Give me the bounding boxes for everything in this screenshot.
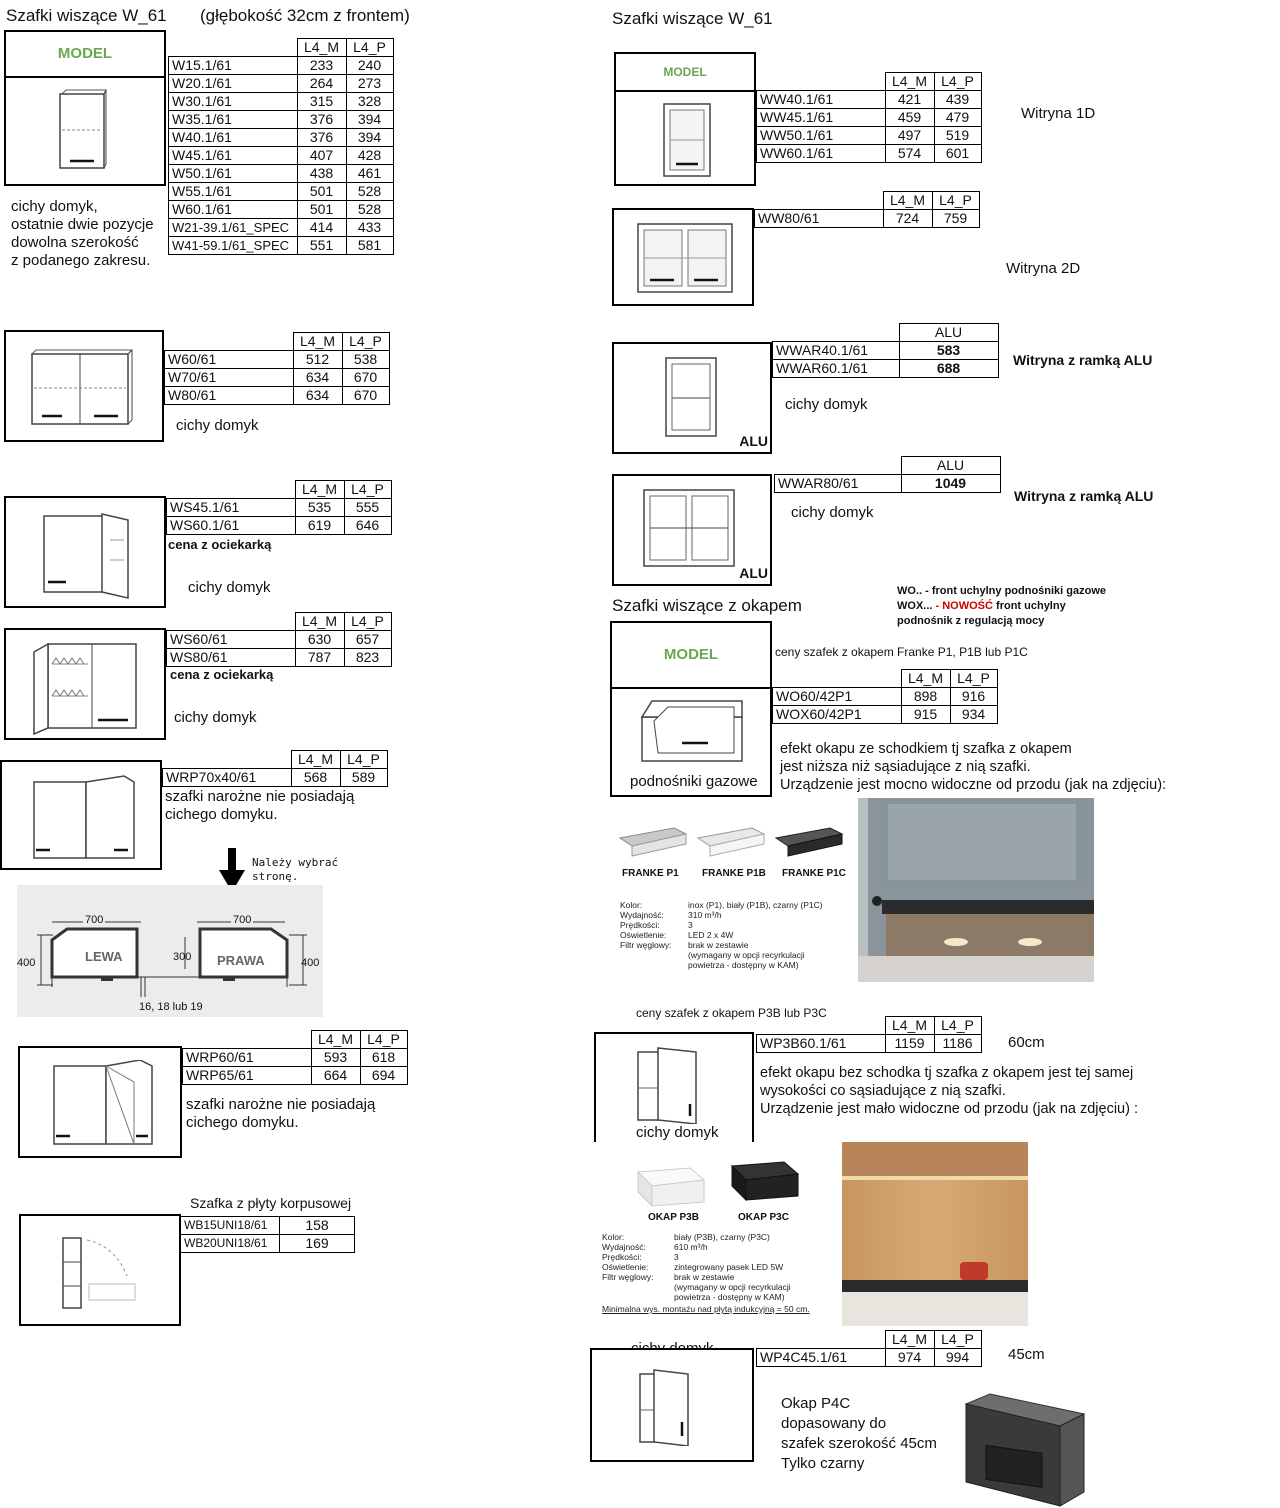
model-box-w61 xyxy=(4,30,166,186)
corner-note: szafki narożne nie posiadają cichego domyku. xyxy=(186,1096,376,1131)
table-row: WS80/61 787 823 xyxy=(167,649,392,667)
alu-cabinet-icon xyxy=(662,354,722,442)
franke-spec-labels: Kolor: Wydajność: Prędkości: Oświetlenie: Filtr węglowy: xyxy=(620,900,672,950)
alu-frame-box xyxy=(612,342,772,454)
cabinet-1d-icon xyxy=(56,88,110,172)
note-cichy-domyk: cichy domyk, ostatnie dwie pozycje dowolna szerokość z podanego zakresu. xyxy=(11,198,154,269)
franke-p1c-name: FRANKE P1C xyxy=(782,868,846,879)
corner-l-cabinet-box xyxy=(18,1046,182,1158)
franke-p1b-name: FRANKE P1B xyxy=(702,868,766,879)
price-table-ws45: L4_M L4_P WS45.1/61 535 555 WS60.1/61 619 646 xyxy=(166,480,392,535)
gas-lift-label: podnośniki gazowe xyxy=(630,773,758,790)
table-row: WO60/42P1 898 916 xyxy=(773,688,998,706)
franke-p1-name: FRANKE P1 xyxy=(622,868,679,879)
corner-side-diagram xyxy=(17,885,323,1017)
ociekarka-note: cena z ociekarką xyxy=(170,667,274,682)
table-row: WOX60/42P1 915 934 xyxy=(773,706,998,724)
price-table-wrp70: L4_M L4_P WRP70x40/61 568 589 xyxy=(162,750,388,787)
price-table-w61: L4_M L4_P W15.1/61 233 240 W20.1/61 264 273 W30.1/61 315 328 W35.1/61 376 394 W40.1/61 376 394 W45.1/61 407 428 W50.1/61 438 461 W55.1/61 501 528 W60.1/61 501 528 W21-39.1/61_SPEC 414 433 W41-59.1/61_SPEC 551 581 xyxy=(168,38,394,255)
price-table-ws60: L4_M L4_P WS60/61 630 657 WS80/61 787 823 xyxy=(166,612,392,667)
right-title: Szafki wiszące W_61 xyxy=(612,9,773,28)
corner-l-cabinet-icon xyxy=(48,1060,158,1150)
alu-label: ALU xyxy=(739,565,768,581)
franke-kitchen-photo xyxy=(858,798,1094,982)
p4c-note: Okap P4C dopasowany do szafek szerokość 45cm Tylko czarny xyxy=(781,1395,937,1472)
table-row: W70/61 634 670 xyxy=(165,369,390,387)
okap-spec-labels: Kolor: Wydajność: Prędkości: Oświetlenie: Filtr węglowy: xyxy=(602,1232,654,1282)
thickness-label: 16, 18 lub 19 xyxy=(139,1001,203,1013)
price-table-wp4c: L4_M L4_P WP4C45.1/61 974 994 xyxy=(756,1330,982,1367)
korpus-shelf-icon xyxy=(57,1232,157,1312)
table-row: W50.1/61 438 461 xyxy=(169,165,394,183)
glass-2d-cabinet-icon xyxy=(634,220,738,298)
table-row: WB20UNI18/61 169 xyxy=(181,1235,355,1253)
table-row: WRP65/61 664 694 xyxy=(183,1067,408,1085)
flip-up-cabinet-icon xyxy=(638,699,748,765)
table-row: WWAR60.1/61 688 xyxy=(773,360,999,378)
alu-2d-cabinet-icon xyxy=(640,486,740,572)
cichy-domyk-label: cichy domyk xyxy=(636,1124,719,1141)
price-table-wwar80: ALU WWAR80/61 1049 xyxy=(774,456,1001,493)
table-row: W41-59.1/61_SPEC 551 581 xyxy=(169,237,394,255)
table-row: WS60.1/61 619 646 xyxy=(167,517,392,535)
efekt-schodek-note: efekt okapu ze schodkiem tj szafka z okapem jest niższa niż sąsiadujące z nią szafki. Urządzenie jest mocno widoczne od przodu (jak na zdjęciu): xyxy=(780,741,1167,793)
table-row: WW80/61 724 759 xyxy=(755,210,980,228)
witryna-1d-label: Witryna 1D xyxy=(1021,105,1096,122)
price-table-wwar40: ALU WWAR40.1/61 583 WWAR60.1/61 688 xyxy=(772,323,999,378)
table-row: WRP60/61 593 618 xyxy=(183,1049,408,1067)
okap-spec-values: biały (P3B), czarny (P3C) 610 m³/h 3 zintegrowany pasek LED 5W brak w zestawie (wymagany w opcji recyrkulacji powietrza - dostępny w KAM) xyxy=(674,1232,791,1302)
franke-product-panel xyxy=(610,806,858,982)
okap-p3-product-panel xyxy=(594,1142,840,1326)
model-label: MODEL xyxy=(616,54,754,92)
ociekarka-note: cena z ociekarką xyxy=(168,537,272,552)
table-row: W60.1/61 501 528 xyxy=(169,201,394,219)
cichy-domyk-label: cichy domyk xyxy=(791,504,874,521)
table-row: WP3B60.1/61 1159 1186 xyxy=(757,1035,982,1053)
table-row: WP4C45.1/61 974 994 xyxy=(757,1349,982,1367)
corner-cabinet-icon xyxy=(28,774,140,860)
p3b-price-note: ceny szafek z okapem P3B lub P3C xyxy=(636,1006,827,1020)
table-row: WW45.1/61 459 479 xyxy=(757,109,982,127)
table-row: W40.1/61 376 394 xyxy=(169,129,394,147)
size-45cm: 45cm xyxy=(1008,1346,1045,1363)
price-table-ww: L4_M L4_P WW40.1/61 421 439 WW45.1/61 459 479 WW50.1/61 497 519 WW60.1/61 574 601 xyxy=(756,72,982,163)
alu-label: ALU xyxy=(739,433,768,449)
cichy-domyk-label: cichy domyk xyxy=(188,579,271,596)
drainer-cabinet-box xyxy=(4,496,166,608)
efekt-bez-schodka-note: efekt okapu bez schodka tj szafka z okapem jest tej samej wysokości co sąsiadujące z nią szafki. Urządzenie jest mało widoczne od przodu (jak na zdjęciu) : xyxy=(760,1065,1138,1117)
label-prawa: PRAWA xyxy=(217,953,265,968)
dim-300: 300 xyxy=(173,951,192,963)
drainer-2d-icon xyxy=(28,638,148,736)
korpus-cabinet-box xyxy=(19,1214,181,1326)
left-title: Szafki wiszące W_61 xyxy=(6,6,167,25)
franke-hoods-icon xyxy=(610,810,858,870)
price-table-wo60: L4_M L4_P WO60/42P1 898 916 WOX60/42P1 915 934 xyxy=(772,669,998,724)
label-lewa: LEWA xyxy=(85,949,123,964)
dim-700-left: 700 xyxy=(85,914,104,926)
model-label: MODEL xyxy=(6,32,164,78)
cichy-domyk-label: cichy domyk xyxy=(174,709,257,726)
cabinet-2d-icon xyxy=(28,348,136,428)
corner-note: szafki narożne nie posiadają cichego domyku. xyxy=(165,788,355,823)
table-row: WS60/61 630 657 xyxy=(167,631,392,649)
table-row: WW50.1/61 497 519 xyxy=(757,127,982,145)
model-label: MODEL xyxy=(612,623,770,689)
glass-2d-box xyxy=(612,208,754,306)
table-row: WW60.1/61 574 601 xyxy=(757,145,982,163)
price-table-korpus xyxy=(180,1216,355,1253)
table-row: WRP70x40/61 568 589 xyxy=(163,769,388,787)
witryna-alu-label: Witryna z ramką ALU xyxy=(1014,488,1154,504)
alu-frame-2d-box xyxy=(612,474,772,586)
okap-p3c-name: OKAP P3C xyxy=(738,1212,789,1223)
price-table-ww80: L4_M L4_P WW80/61 724 759 xyxy=(754,191,980,228)
okap-p3-kitchen-photo xyxy=(842,1142,1028,1326)
okap-p3-hoods-icon xyxy=(594,1146,840,1218)
price-table-w60: L4_M L4_P W60/61 512 538 W70/61 634 670 W80/61 634 670 xyxy=(164,332,390,405)
cichy-domyk-label: cichy domyk xyxy=(176,417,259,434)
table-row: W60/61 512 538 xyxy=(165,351,390,369)
cichy-domyk-label: cichy domyk xyxy=(785,396,868,413)
choose-side-note: Należy wybrać stronę. xyxy=(252,856,339,883)
witryna-alu-label: Witryna z ramką ALU xyxy=(1013,352,1153,368)
table-row: W20.1/61 264 273 xyxy=(169,75,394,93)
okap-min-height: Minimalna wys. montażu nad płytą indukcyjną = 50 cm. xyxy=(602,1304,810,1314)
table-row: W45.1/61 407 428 xyxy=(169,147,394,165)
table-row: WWAR40.1/61 583 xyxy=(773,342,999,360)
table-row: W21-39.1/61_SPEC 414 433 xyxy=(169,219,394,237)
p3b-cabinet-box xyxy=(594,1032,754,1144)
dim-700-right: 700 xyxy=(233,914,252,926)
table-row: WS45.1/61 535 555 xyxy=(167,499,392,517)
table-row: W15.1/61 233 240 xyxy=(169,57,394,75)
dim-400-right: 400 xyxy=(301,957,320,969)
cabinet-2d-box xyxy=(4,330,164,442)
okap-model-box xyxy=(610,621,772,797)
drainer-2d-box xyxy=(4,628,166,740)
corner-cabinet-box xyxy=(0,760,162,870)
okap-p4c-icon xyxy=(962,1390,1092,1508)
korpus-title: Szafka z płyty korpusowej xyxy=(190,1195,352,1211)
table-row: W35.1/61 376 394 xyxy=(169,111,394,129)
price-table-wp3b: L4_M L4_P WP3B60.1/61 1159 1186 xyxy=(756,1016,982,1053)
franke-price-note: ceny szafek z okapem Franke P1, P1B lub P1C xyxy=(775,645,1028,659)
table-row: WWAR80/61 1049 xyxy=(775,475,1001,493)
p4c-cabinet-icon xyxy=(634,1366,694,1446)
drainer-cabinet-icon xyxy=(40,510,136,600)
wo-notes: WO.. - front uchylny podnośniki gazowe WOX... - NOWOŚĆ front uchylny podnośnik z regulacją mocy xyxy=(897,585,1107,627)
table-row: WW40.1/61 421 439 xyxy=(757,91,982,109)
p4c-cabinet-box xyxy=(590,1348,754,1462)
size-60cm: 60cm xyxy=(1008,1034,1045,1051)
glass-cabinet-icon xyxy=(660,98,716,182)
okap-title: Szafki wiszące z okapem xyxy=(612,596,802,615)
table-row: WB15UNI18/61 158 xyxy=(181,1217,355,1235)
okap-p3b-name: OKAP P3B xyxy=(648,1212,699,1223)
witryna-2d-label: Witryna 2D xyxy=(1006,260,1081,277)
table-row: W30.1/61 315 328 xyxy=(169,93,394,111)
table-row: W80/61 634 670 xyxy=(165,387,390,405)
p3b-cabinet-icon xyxy=(632,1044,702,1124)
price-table-wrp60: L4_M L4_P WRP60/61 593 618 WRP65/61 664 694 xyxy=(182,1030,408,1085)
dim-400-left: 400 xyxy=(17,957,36,969)
diagram-drawing xyxy=(17,885,323,1017)
model-box-ww xyxy=(614,52,756,186)
table-row: W55.1/61 501 528 xyxy=(169,183,394,201)
left-subtitle: (głębokość 32cm z frontem) xyxy=(200,6,410,25)
franke-spec-values: inox (P1), biały (P1B), czarny (P1C) 310 m³/h 3 LED 2 x 4W brak w zestawie (wymagany w opcji recyrkulacji powietrza - dostępny w KAM) xyxy=(688,900,823,970)
